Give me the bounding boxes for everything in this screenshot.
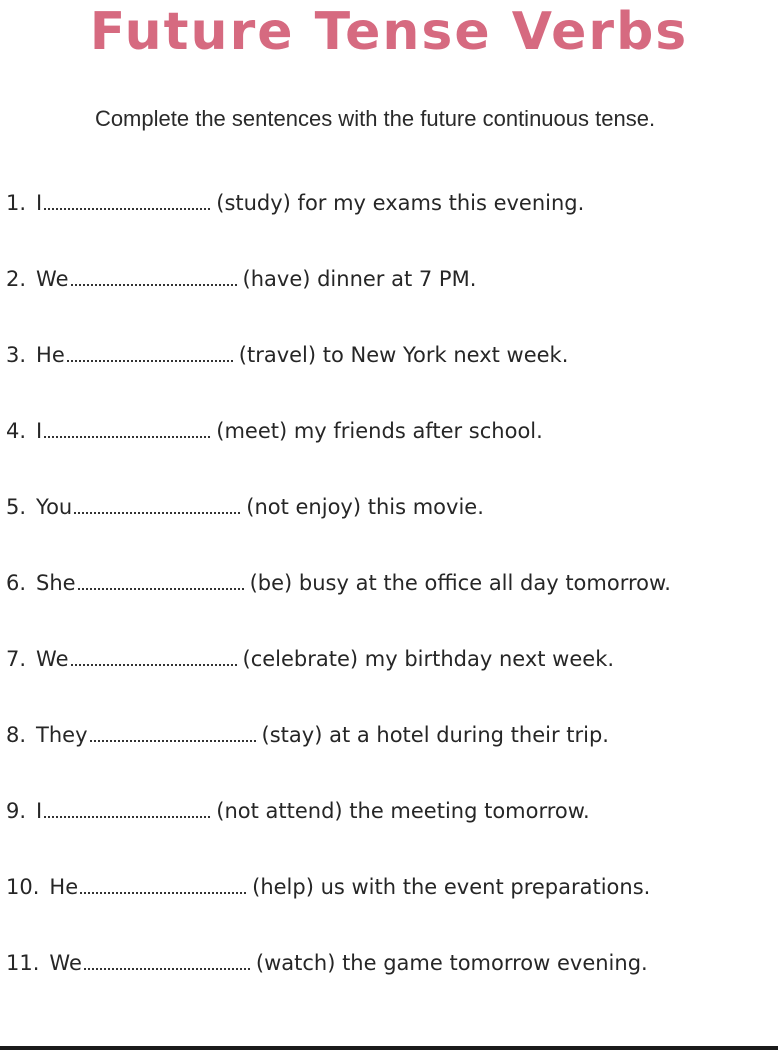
question-number: 1. [6,191,27,215]
question-number: 10. [6,875,40,899]
question-subject: You [36,495,73,519]
question-number: 8. [6,723,27,747]
question-number: 11. [6,951,40,975]
question-text: (help) us with the event preparations. [252,875,651,899]
question-subject: We [36,267,69,291]
question-item [6,799,590,833]
question-number: 3. [6,343,27,367]
question-item [6,191,584,225]
bottom-divider [0,1046,778,1050]
question-text: (study) for my exams this evening. [216,191,585,215]
worksheet-instructions: Complete the sentences with the future continuous tense. [94,106,656,131]
question-subject: She [36,571,76,595]
question-text: (celebrate) my birthday next week. [242,647,615,671]
question-item [6,571,671,605]
question-number: 2. [6,267,27,291]
answer-blank[interactable] [74,511,240,514]
question-text: (not attend) the meeting tomorrow. [216,799,590,823]
question-subject: I [36,799,43,823]
question-item [6,951,648,985]
question-number: 5. [6,495,27,519]
answer-blank[interactable] [78,587,244,590]
question-subject: I [36,191,43,215]
answer-blank[interactable] [44,815,210,818]
question-subject: He [36,343,65,367]
question-item [6,875,650,909]
question-subject: We [36,647,69,671]
question-item [6,647,614,681]
question-text: (travel) to New York next week. [238,343,569,367]
question-text: (not enjoy) this movie. [246,495,484,519]
question-item [6,419,543,453]
question-subject: They [36,723,88,747]
answer-blank[interactable] [90,739,256,742]
question-subject: I [36,419,43,443]
question-item [6,343,568,377]
answer-blank[interactable] [44,435,210,438]
question-number: 7. [6,647,27,671]
question-number: 9. [6,799,27,823]
question-text: (stay) at a hotel during their trip. [261,723,609,747]
question-number: 6. [6,571,27,595]
question-text: (meet) my friends after school. [216,419,543,443]
question-subject: He [49,875,79,899]
question-number: 4. [6,419,27,443]
question-subject: We [49,951,82,975]
question-text: (have) dinner at 7 PM. [242,267,477,291]
answer-blank[interactable] [67,359,233,362]
answer-blank[interactable] [71,283,237,286]
answer-blank[interactable] [80,891,246,894]
question-item [6,267,476,301]
answer-blank[interactable] [84,967,250,970]
question-item [6,723,609,757]
question-text: (be) busy at the office all day tomorrow. [249,571,671,595]
worksheet-title: Future Tense Verbs [89,2,689,62]
answer-blank[interactable] [71,663,237,666]
question-item [6,495,484,529]
question-text: (watch) the game tomorrow evening. [255,951,648,975]
answer-blank[interactable] [44,207,210,210]
